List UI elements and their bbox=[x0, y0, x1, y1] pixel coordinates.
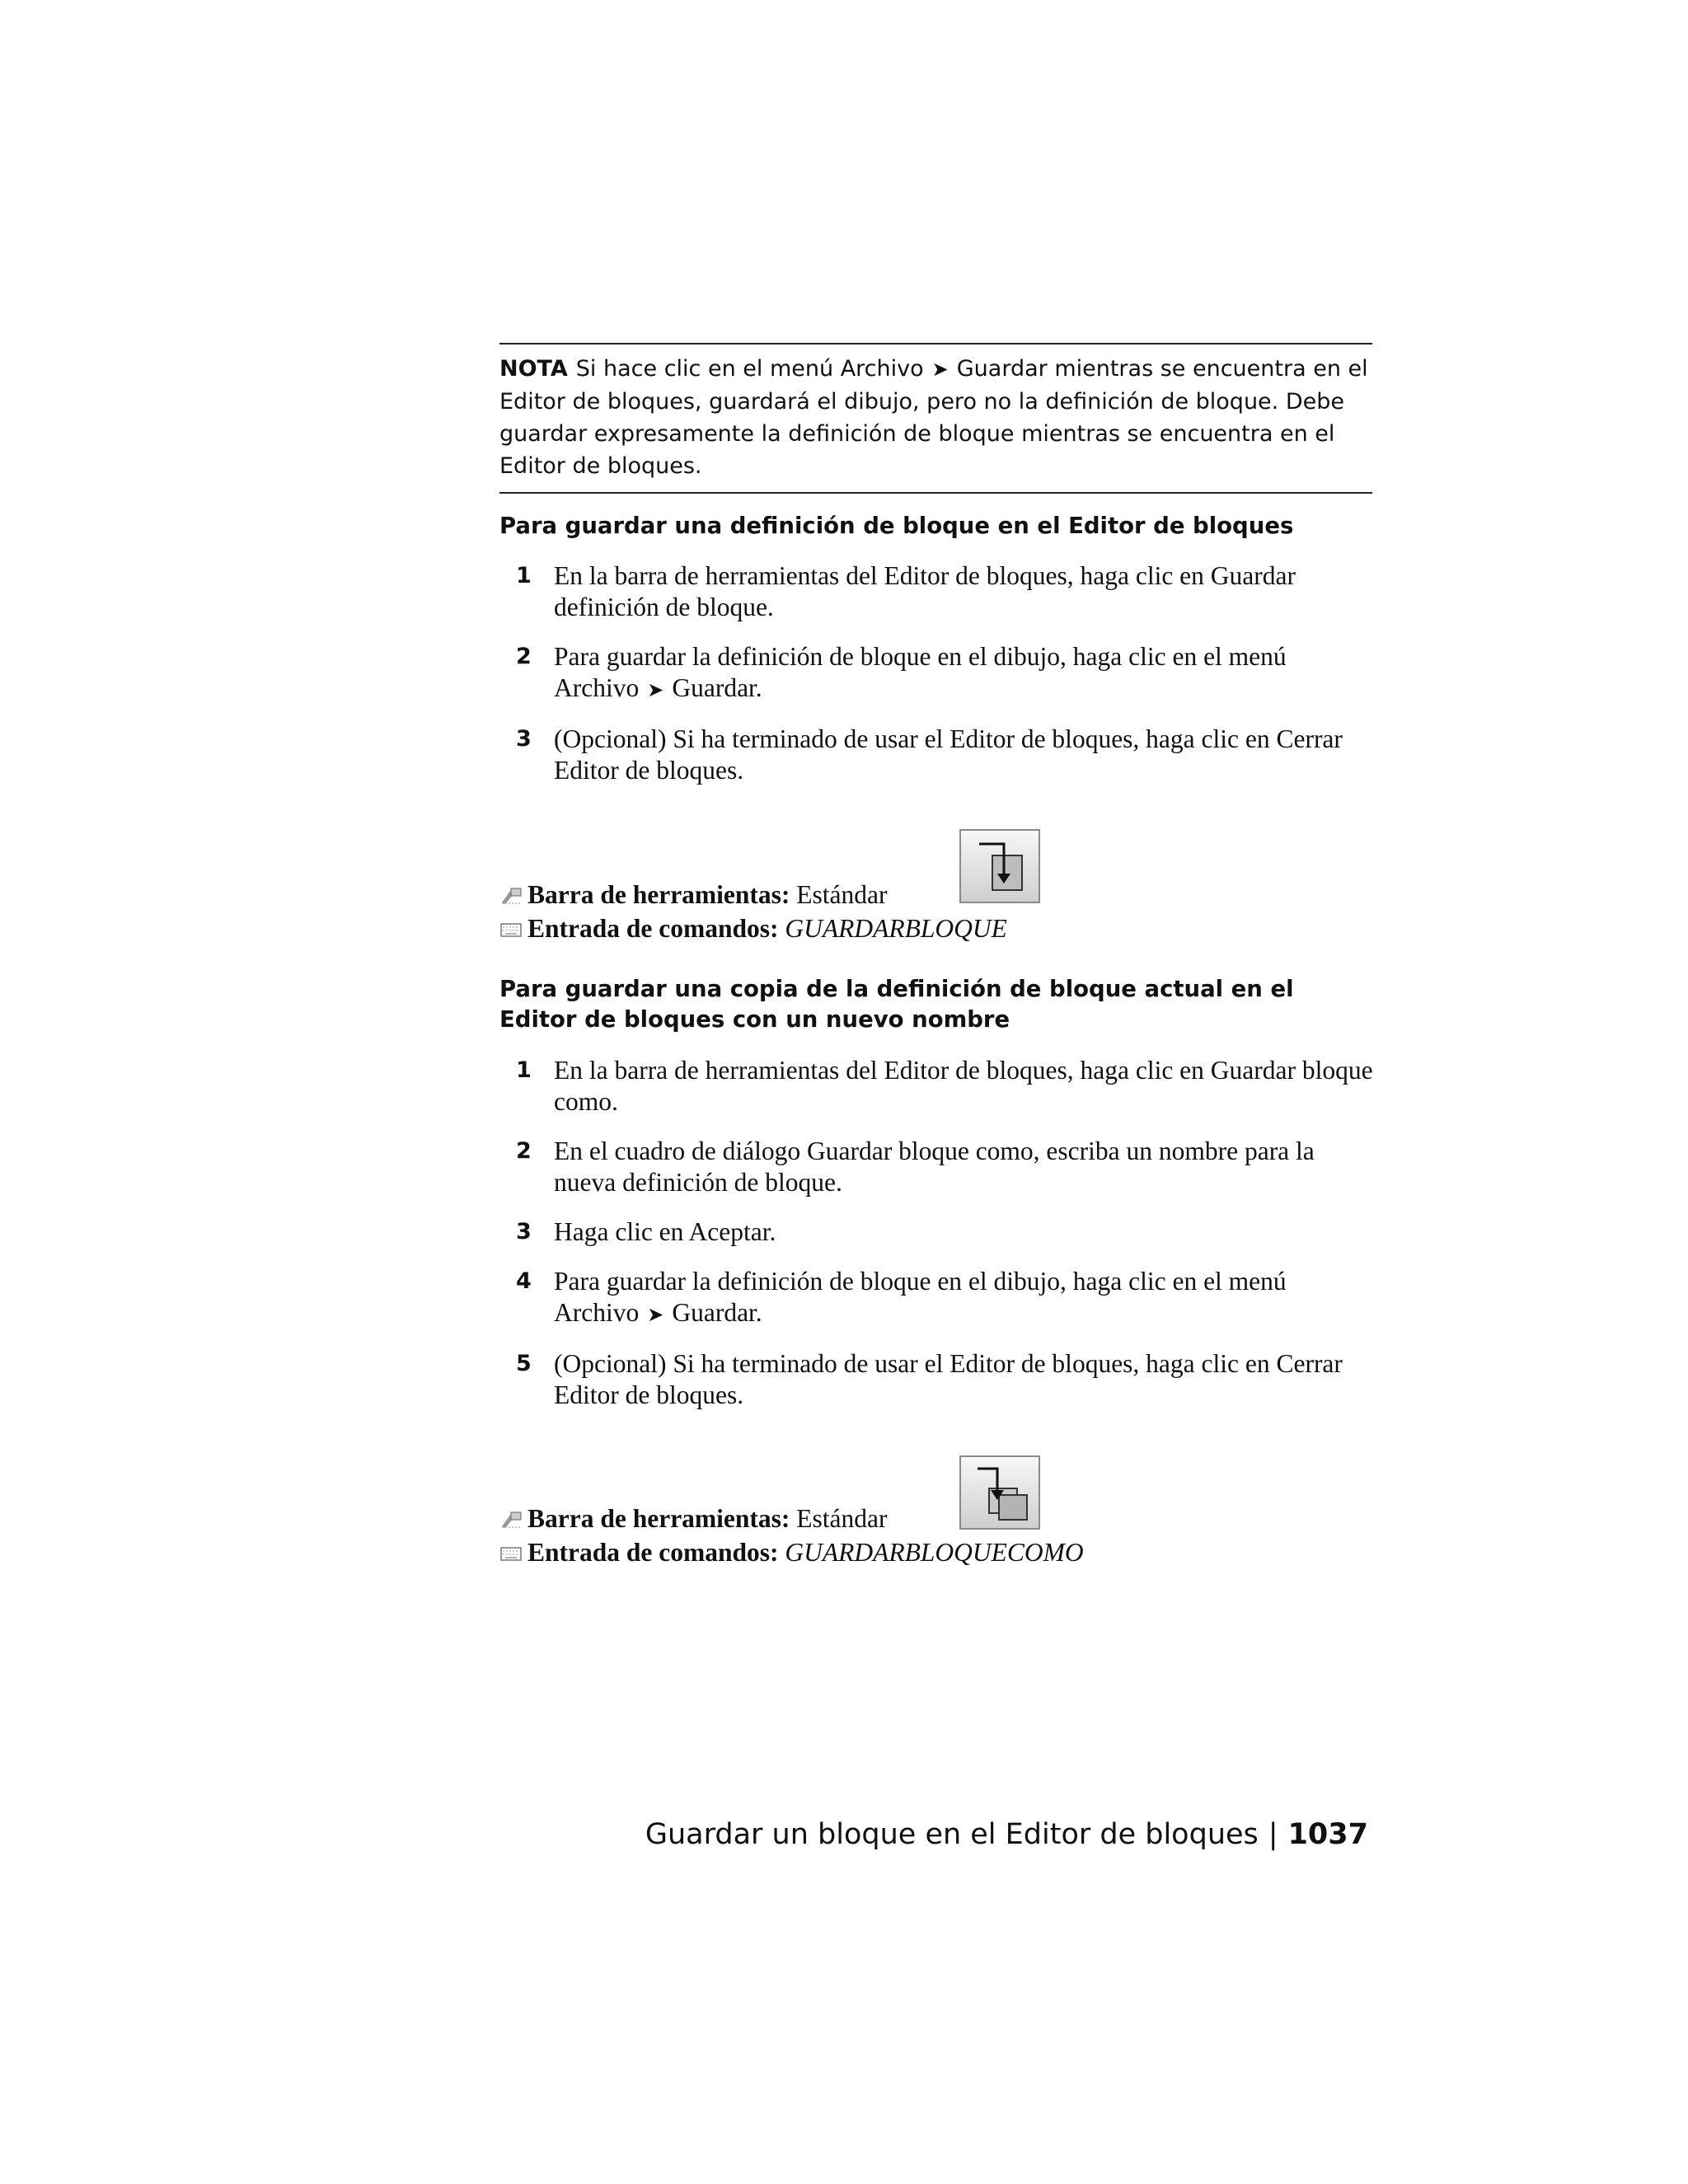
step-number: 1 bbox=[516, 1057, 532, 1083]
step-text: En la barra de herramientas del Editor de bloques, haga clic en Guardar definición de bloque. bbox=[554, 561, 1296, 621]
section1-steps bbox=[499, 560, 1373, 804]
list-item bbox=[499, 1055, 1373, 1118]
section2-heading: Para guardar una copia de la definición de bloque actual en el Editor de bloques con un nuevo nombre bbox=[499, 976, 1294, 1033]
command-value: GUARDARBLOQUE bbox=[785, 914, 1007, 943]
section1-toolbar-line bbox=[499, 879, 888, 911]
step-number: 2 bbox=[516, 1138, 532, 1164]
list-item bbox=[499, 1216, 1373, 1248]
toolbar-label: Barra de herramientas: bbox=[528, 1504, 790, 1533]
page-footer bbox=[645, 1818, 1368, 1851]
list-item bbox=[499, 1136, 1373, 1198]
step-number: 2 bbox=[516, 644, 532, 669]
step-number: 3 bbox=[516, 726, 532, 752]
list-item bbox=[499, 560, 1373, 623]
footer-separator: | bbox=[1268, 1818, 1278, 1851]
note-box bbox=[499, 343, 1372, 494]
menu-arrow-icon: ➤ bbox=[647, 678, 664, 701]
section1-heading: Para guardar una definición de bloque en el Editor de bloques bbox=[499, 513, 1294, 539]
list-item bbox=[499, 1266, 1373, 1330]
command-label: Entrada de comandos: bbox=[528, 914, 779, 943]
step-number: 5 bbox=[516, 1351, 532, 1376]
step-number: 4 bbox=[516, 1268, 532, 1294]
command-label: Entrada de comandos: bbox=[528, 1538, 779, 1567]
toolbar-icon bbox=[499, 887, 523, 905]
list-item bbox=[499, 724, 1373, 786]
section2-steps bbox=[499, 1055, 1373, 1429]
step-text: (Opcional) Si ha terminado de usar el Editor de bloques, haga clic en Cerrar Editor de bloques. bbox=[554, 1349, 1343, 1409]
save-block-as-button-icon bbox=[959, 1455, 1040, 1530]
menu-arrow-icon: ➤ bbox=[647, 1303, 664, 1326]
step-number: 1 bbox=[516, 563, 532, 588]
list-item bbox=[499, 641, 1373, 705]
toolbar-value: Estándar bbox=[796, 880, 888, 909]
keyboard-icon bbox=[499, 921, 523, 939]
step-text: Para guardar la definición de bloque en el dibujo, haga clic en el menú Archivo bbox=[554, 642, 1287, 702]
step-text-end: Guardar. bbox=[672, 1298, 762, 1327]
step-text: Para guardar la definición de bloque en el dibujo, haga clic en el menú Archivo bbox=[554, 1267, 1287, 1327]
step-text: En la barra de herramientas del Editor de bloques, haga clic en Guardar bloque como. bbox=[554, 1056, 1373, 1116]
page-number: 1037 bbox=[1287, 1818, 1368, 1851]
section1-command-line bbox=[499, 913, 1007, 944]
step-number: 3 bbox=[516, 1219, 532, 1244]
section2-toolbar-line bbox=[499, 1503, 888, 1535]
footer-title: Guardar un bloque en el Editor de bloques bbox=[645, 1818, 1259, 1851]
toolbar-label: Barra de herramientas: bbox=[528, 880, 790, 909]
section2-command-line bbox=[499, 1537, 1084, 1568]
command-value: GUARDARBLOQUECOMO bbox=[785, 1538, 1084, 1567]
note-text-end: Guardar mientras se encuentra en el Editor de bloques, guardará el dibujo, pero no la definición de bloque. Debe guardar expresamente la definición de bloque mientras se encuentra en el Editor de bloques. bbox=[499, 356, 1368, 479]
note-label: NOTA bbox=[499, 356, 568, 382]
note-text-start: Si hace clic en el menú Archivo bbox=[575, 356, 924, 382]
save-block-icon bbox=[961, 831, 1039, 902]
save-block-as-icon bbox=[961, 1457, 1039, 1528]
save-block-button-icon bbox=[959, 829, 1040, 903]
list-item bbox=[499, 1348, 1373, 1411]
toolbar-icon bbox=[499, 1511, 523, 1529]
step-text: Haga clic en Aceptar. bbox=[554, 1217, 776, 1246]
menu-arrow-icon: ➤ bbox=[931, 358, 949, 381]
keyboard-icon bbox=[499, 1544, 523, 1563]
step-text: En el cuadro de diálogo Guardar bloque como, escriba un nombre para la nueva definición de bloque. bbox=[554, 1137, 1315, 1197]
step-text-end: Guardar. bbox=[672, 673, 762, 702]
toolbar-value: Estándar bbox=[796, 1504, 888, 1533]
step-text: (Opcional) Si ha terminado de usar el Editor de bloques, haga clic en Cerrar Editor de bloques. bbox=[554, 724, 1343, 785]
